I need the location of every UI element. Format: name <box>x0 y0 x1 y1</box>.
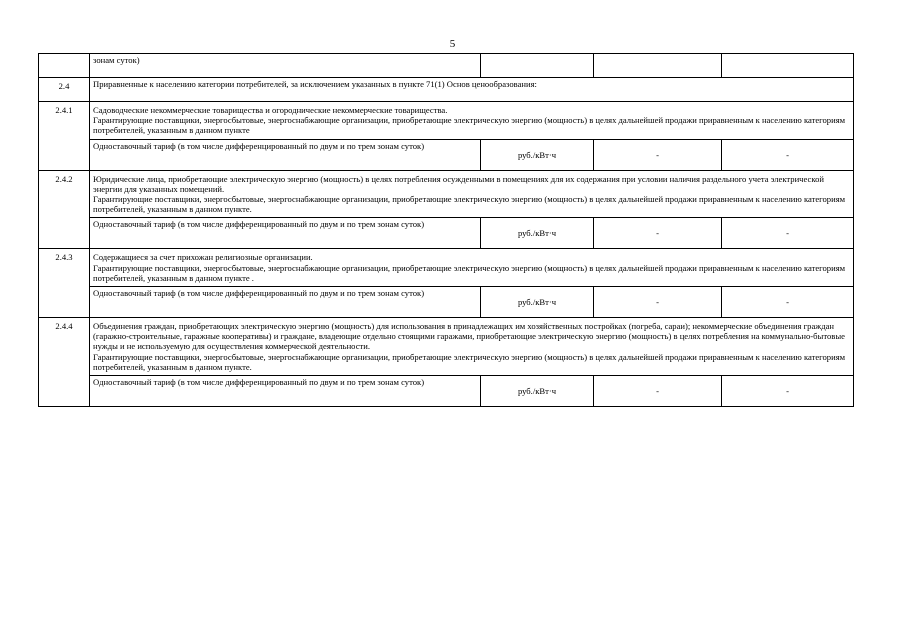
description-paragraph: Гарантирующие поставщики, энергосбытовые, энергоснабжающие организации, приобретающие электрическую энергию (мощность) в целях дальнейшей продажи приравненным к населению категориям потребителей, указанным в данном пункте . <box>93 262 846 283</box>
subcategory-number: 2.4.4 <box>39 318 90 407</box>
table-row-subcategory <box>39 170 854 218</box>
rate-name: Одноставочный тариф (в том числе дифференцированный по двум и по трем зонам суток) <box>90 218 481 249</box>
description-paragraph: Садоводческие некоммерческие товарищества и огороднические некоммерческие товарищества. <box>93 105 448 115</box>
category-number: 2.4 <box>39 78 90 102</box>
subcategory-description <box>90 249 854 287</box>
row-name: зонам суток) <box>90 54 481 78</box>
description-paragraph: Объединения граждан, приобретающих электрическую энергию (мощность) для использования в принадлежащих им хозяйственных постройках (погреба, сараи); некоммерческие объединения граждан (гаражно-строительные, гаражные кооперативы) и граждане, владеющие отдельно стоящими гаражами, приобретающие электрическую энергию (мощность) в целях потребления на коммунально-бытовые нужды и не используемую для осуществления коммерческой деятельности. <box>93 321 845 352</box>
rate-value-1: - <box>594 218 722 249</box>
description-paragraph: Юридические лица, приобретающие электрическую энергию (мощность) в целях потребления осужденными в помещениях для их содержания при условии наличия раздельного учета электрической энергии для указанных помещений. <box>93 173 824 194</box>
table-row-subcategory <box>39 102 854 140</box>
rate-unit: руб./кВт·ч <box>481 287 594 318</box>
rate-unit: руб./кВт·ч <box>481 139 594 170</box>
row-number <box>39 54 90 78</box>
description-paragraph: Гарантирующие поставщики, энергосбытовые, энергоснабжающие организации, приобретающие электрическую энергию (мощность) в целях дальнейшей продажи приравненным к населению категориям потребителей, указанным в данном пункте. <box>93 194 846 215</box>
subcategory-description <box>90 102 854 140</box>
rate-value-2: - <box>722 376 854 407</box>
row-unit <box>481 54 594 78</box>
rate-unit: руб./кВт·ч <box>481 376 594 407</box>
table-row-category <box>39 78 854 102</box>
subcategory-number: 2.4.1 <box>39 102 90 171</box>
rate-value-1: - <box>594 376 722 407</box>
tariff-table <box>38 53 854 407</box>
row-value-1 <box>594 54 722 78</box>
category-name: Приравненные к населению категории потребителей, за исключением указанных в пункте 71(1) Основ ценообразования: <box>90 78 854 102</box>
rate-name: Одноставочный тариф (в том числе дифференцированный по двум и по трем зонам суток) <box>90 376 481 407</box>
page-number: 5 <box>449 38 456 50</box>
row-value-2 <box>722 54 854 78</box>
rate-unit: руб./кВт·ч <box>481 218 594 249</box>
rate-value-1: - <box>594 287 722 318</box>
subcategory-description <box>90 318 854 376</box>
table-row-subcategory <box>39 249 854 287</box>
table-row-rate <box>39 218 854 249</box>
rate-name: Одноставочный тариф (в том числе дифференцированный по двум и по трем зонам суток) <box>90 287 481 318</box>
description-paragraph: Гарантирующие поставщики, энергосбытовые, энергоснабжающие организации, приобретающие электрическую энергию (мощность) в целях дальнейшей продажи приравненным к населению категориям потребителей, указанным в данном пункте. <box>93 351 846 372</box>
description-paragraph: Содержащиеся за счет прихожан религиозные организации. <box>93 252 313 263</box>
subcategory-number: 2.4.3 <box>39 249 90 318</box>
rate-name: Одноставочный тариф (в том числе дифференцированный по двум и по трем зонам суток) <box>90 139 481 170</box>
table-row-rate <box>39 376 854 407</box>
description-paragraph: Гарантирующие поставщики, энергосбытовые, энергоснабжающие организации, приобретающие электрическую энергию (мощность) в целях дальнейшей продажи приравненным к населению категориям потребителей, указанным в данном пункте <box>93 115 846 136</box>
rate-value-2: - <box>722 218 854 249</box>
table-row-rate <box>39 139 854 170</box>
table-row-rate <box>39 287 854 318</box>
rate-value-1: - <box>594 139 722 170</box>
tariff-table-body <box>39 54 854 407</box>
table-row-continuation <box>39 54 854 78</box>
table-row-subcategory <box>39 318 854 376</box>
rate-value-2: - <box>722 139 854 170</box>
subcategory-description <box>90 170 854 218</box>
rate-value-2: - <box>722 287 854 318</box>
subcategory-number: 2.4.2 <box>39 170 90 249</box>
